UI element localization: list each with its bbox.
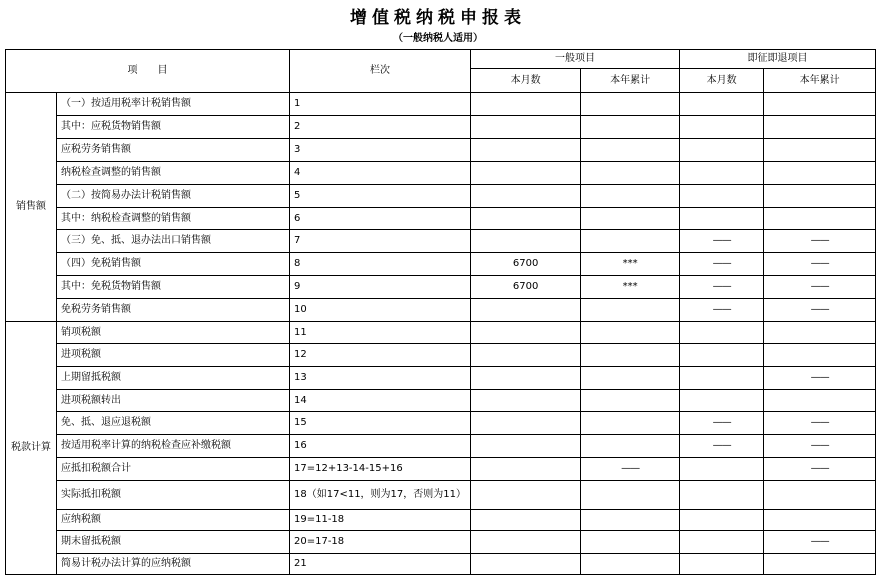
cell-general-ytd[interactable]	[581, 554, 680, 575]
table-row	[6, 554, 876, 575]
cell-general-ytd[interactable]	[581, 531, 680, 554]
row-label: 实际抵扣税额	[57, 481, 290, 510]
row-label: （四）免税销售额	[57, 253, 290, 276]
cell-immediate-month[interactable]	[679, 481, 763, 510]
row-line-no: 10	[290, 299, 471, 322]
section-sales: 销售额	[6, 93, 57, 322]
cell-general-month[interactable]	[471, 185, 581, 208]
cell-general-ytd[interactable]	[581, 322, 680, 344]
cell-immediate-ytd[interactable]	[764, 208, 876, 230]
row-label: 应税劳务销售额	[57, 139, 290, 162]
row-line-no: 15	[290, 412, 471, 435]
row-label: 销项税额	[57, 322, 290, 344]
row-line-no: 18（如17<11，则为17，否则为11）	[290, 481, 471, 510]
row-line-no: 13	[290, 367, 471, 390]
cell-general-month[interactable]	[471, 230, 581, 253]
cell-general-month[interactable]: 6700	[471, 253, 581, 276]
row-label: 纳税检查调整的销售额	[57, 162, 290, 185]
cell-immediate-ytd[interactable]	[764, 93, 876, 116]
table-row	[6, 481, 876, 510]
cell-immediate-ytd[interactable]	[764, 162, 876, 185]
row-label: 进项税额	[57, 344, 290, 367]
row-line-no: 9	[290, 276, 471, 299]
cell-immediate-ytd[interactable]: ——	[764, 276, 876, 299]
cell-general-ytd[interactable]	[581, 116, 680, 139]
cell-general-month[interactable]	[471, 435, 581, 458]
table-row	[6, 208, 876, 230]
row-label: 应纳税额	[57, 510, 290, 531]
cell-general-month[interactable]	[471, 412, 581, 435]
cell-immediate-month[interactable]	[679, 185, 763, 208]
row-label: 按适用税率计算的纳税检查应补缴税额	[57, 435, 290, 458]
row-line-no: 11	[290, 322, 471, 344]
cell-general-ytd[interactable]	[581, 412, 680, 435]
cell-immediate-month[interactable]	[679, 510, 763, 531]
header-line-no: 栏次	[290, 50, 471, 93]
row-line-no: 14	[290, 390, 471, 412]
cell-general-ytd[interactable]	[581, 390, 680, 412]
table-row	[6, 253, 876, 276]
row-line-no: 20=17-18	[290, 531, 471, 554]
row-label: 其中：纳税检查调整的销售额	[57, 208, 290, 230]
row-label: 应抵扣税额合计	[57, 458, 290, 481]
form-title: 增值税纳税申报表	[350, 8, 526, 28]
cell-general-ytd[interactable]	[581, 185, 680, 208]
row-line-no: 21	[290, 554, 471, 575]
table-row	[6, 162, 876, 185]
row-label: （三）免、抵、退办法出口销售额	[57, 230, 290, 253]
cell-immediate-month[interactable]	[679, 344, 763, 367]
header-general-items: 一般项目	[471, 50, 680, 69]
row-label: 上期留抵税额	[57, 367, 290, 390]
cell-immediate-month[interactable]: ——	[679, 276, 763, 299]
cell-immediate-ytd[interactable]: ——	[764, 367, 876, 390]
header-general-ytd: 本年累计	[581, 69, 680, 93]
cell-general-month[interactable]	[471, 208, 581, 230]
row-label: 免税劳务销售额	[57, 299, 290, 322]
cell-general-month[interactable]	[471, 458, 581, 481]
table-row	[6, 185, 876, 208]
cell-general-month[interactable]: 6700	[471, 276, 581, 299]
form-subtitle: （一般纳税人适用）	[393, 33, 483, 44]
table-row	[6, 412, 876, 435]
row-line-no: 8	[290, 253, 471, 276]
cell-general-ytd[interactable]: ***	[581, 276, 680, 299]
cell-immediate-month[interactable]	[679, 116, 763, 139]
cell-general-month[interactable]	[471, 162, 581, 185]
cell-general-ytd[interactable]	[581, 93, 680, 116]
cell-immediate-month[interactable]: ——	[679, 435, 763, 458]
cell-general-month[interactable]	[471, 390, 581, 412]
cell-immediate-ytd[interactable]	[764, 344, 876, 367]
cell-immediate-ytd[interactable]: ——	[764, 253, 876, 276]
cell-immediate-month[interactable]	[679, 367, 763, 390]
cell-immediate-month[interactable]	[679, 531, 763, 554]
row-line-no: 5	[290, 185, 471, 208]
table-row	[6, 276, 876, 299]
cell-general-month[interactable]	[471, 510, 581, 531]
row-label: 期末留抵税额	[57, 531, 290, 554]
row-label: 其中：应税货物销售额	[57, 116, 290, 139]
header-immediate-month: 本月数	[679, 69, 763, 93]
row-label: 简易计税办法计算的应纳税额	[57, 554, 290, 575]
cell-immediate-ytd[interactable]: ——	[764, 531, 876, 554]
tax-return-table	[5, 49, 876, 575]
header-general-month: 本月数	[471, 69, 581, 93]
table-row	[6, 458, 876, 481]
cell-general-ytd[interactable]	[581, 208, 680, 230]
header-item: 项 目	[6, 50, 290, 93]
cell-general-month[interactable]	[471, 367, 581, 390]
row-line-no: 6	[290, 208, 471, 230]
row-line-no: 7	[290, 230, 471, 253]
cell-general-ytd[interactable]: ——	[581, 458, 680, 481]
cell-immediate-month[interactable]	[679, 390, 763, 412]
table-row	[6, 230, 876, 253]
cell-general-ytd[interactable]	[581, 435, 680, 458]
cell-immediate-ytd[interactable]	[764, 139, 876, 162]
cell-immediate-ytd[interactable]: ——	[764, 299, 876, 322]
row-label: 其中：免税货物销售额	[57, 276, 290, 299]
table-row	[6, 116, 876, 139]
table-row	[6, 531, 876, 554]
table-row	[6, 299, 876, 322]
cell-general-month[interactable]	[471, 139, 581, 162]
cell-general-month[interactable]	[471, 554, 581, 575]
cell-immediate-month[interactable]	[679, 554, 763, 575]
cell-immediate-month[interactable]	[679, 208, 763, 230]
row-line-no: 12	[290, 344, 471, 367]
cell-immediate-month[interactable]: ——	[679, 230, 763, 253]
row-line-no: 3	[290, 139, 471, 162]
cell-immediate-ytd[interactable]	[764, 322, 876, 344]
table-row	[6, 510, 876, 531]
row-line-no: 19=11-18	[290, 510, 471, 531]
table-row	[6, 367, 876, 390]
cell-general-ytd[interactable]	[581, 367, 680, 390]
cell-general-ytd[interactable]	[581, 230, 680, 253]
cell-general-ytd[interactable]: ***	[581, 253, 680, 276]
table-row	[6, 390, 876, 412]
cell-general-month[interactable]	[471, 531, 581, 554]
row-label: （二）按简易办法计税销售额	[57, 185, 290, 208]
table-row	[6, 322, 876, 344]
header-immediate-ytd: 本年累计	[764, 69, 876, 93]
table-row	[6, 435, 876, 458]
cell-general-ytd[interactable]	[581, 139, 680, 162]
row-line-no: 4	[290, 162, 471, 185]
cell-general-month[interactable]	[471, 322, 581, 344]
cell-general-ytd[interactable]	[581, 510, 680, 531]
cell-immediate-month[interactable]	[679, 162, 763, 185]
cell-immediate-month[interactable]: ——	[679, 412, 763, 435]
cell-immediate-ytd[interactable]	[764, 554, 876, 575]
cell-general-month[interactable]	[471, 344, 581, 367]
cell-general-ytd[interactable]	[581, 481, 680, 510]
cell-immediate-ytd[interactable]	[764, 510, 876, 531]
row-label: 进项税额转出	[57, 390, 290, 412]
row-line-no: 2	[290, 116, 471, 139]
cell-immediate-month[interactable]	[679, 322, 763, 344]
cell-general-ytd[interactable]	[581, 344, 680, 367]
cell-general-month[interactable]	[471, 481, 581, 510]
row-line-no: 16	[290, 435, 471, 458]
cell-immediate-ytd[interactable]: ——	[764, 458, 876, 481]
table-row	[6, 139, 876, 162]
row-line-no: 17=12+13-14-15+16	[290, 458, 471, 481]
cell-general-month[interactable]	[471, 299, 581, 322]
cell-general-month[interactable]	[471, 93, 581, 116]
cell-immediate-ytd[interactable]	[764, 390, 876, 412]
table-row	[6, 93, 876, 116]
cell-immediate-ytd[interactable]	[764, 116, 876, 139]
cell-general-ytd[interactable]	[581, 299, 680, 322]
header-immediate-refund-items: 即征即退项目	[679, 50, 875, 69]
cell-immediate-month[interactable]	[679, 93, 763, 116]
row-line-no: 1	[290, 93, 471, 116]
cell-immediate-month[interactable]	[679, 139, 763, 162]
cell-immediate-month[interactable]: ——	[679, 299, 763, 322]
cell-immediate-ytd[interactable]: ——	[764, 412, 876, 435]
section-tax-calculation: 税款计算	[6, 322, 57, 575]
table-row	[6, 344, 876, 367]
cell-general-ytd[interactable]	[581, 162, 680, 185]
cell-immediate-ytd[interactable]	[764, 481, 876, 510]
cell-general-month[interactable]	[471, 116, 581, 139]
row-label: （一）按适用税率计税销售额	[57, 93, 290, 116]
cell-immediate-ytd[interactable]: ——	[764, 435, 876, 458]
row-label: 免、抵、退应退税额	[57, 412, 290, 435]
cell-immediate-ytd[interactable]	[764, 185, 876, 208]
cell-immediate-month[interactable]	[679, 458, 763, 481]
cell-immediate-ytd[interactable]: ——	[764, 230, 876, 253]
cell-immediate-month[interactable]: ——	[679, 253, 763, 276]
